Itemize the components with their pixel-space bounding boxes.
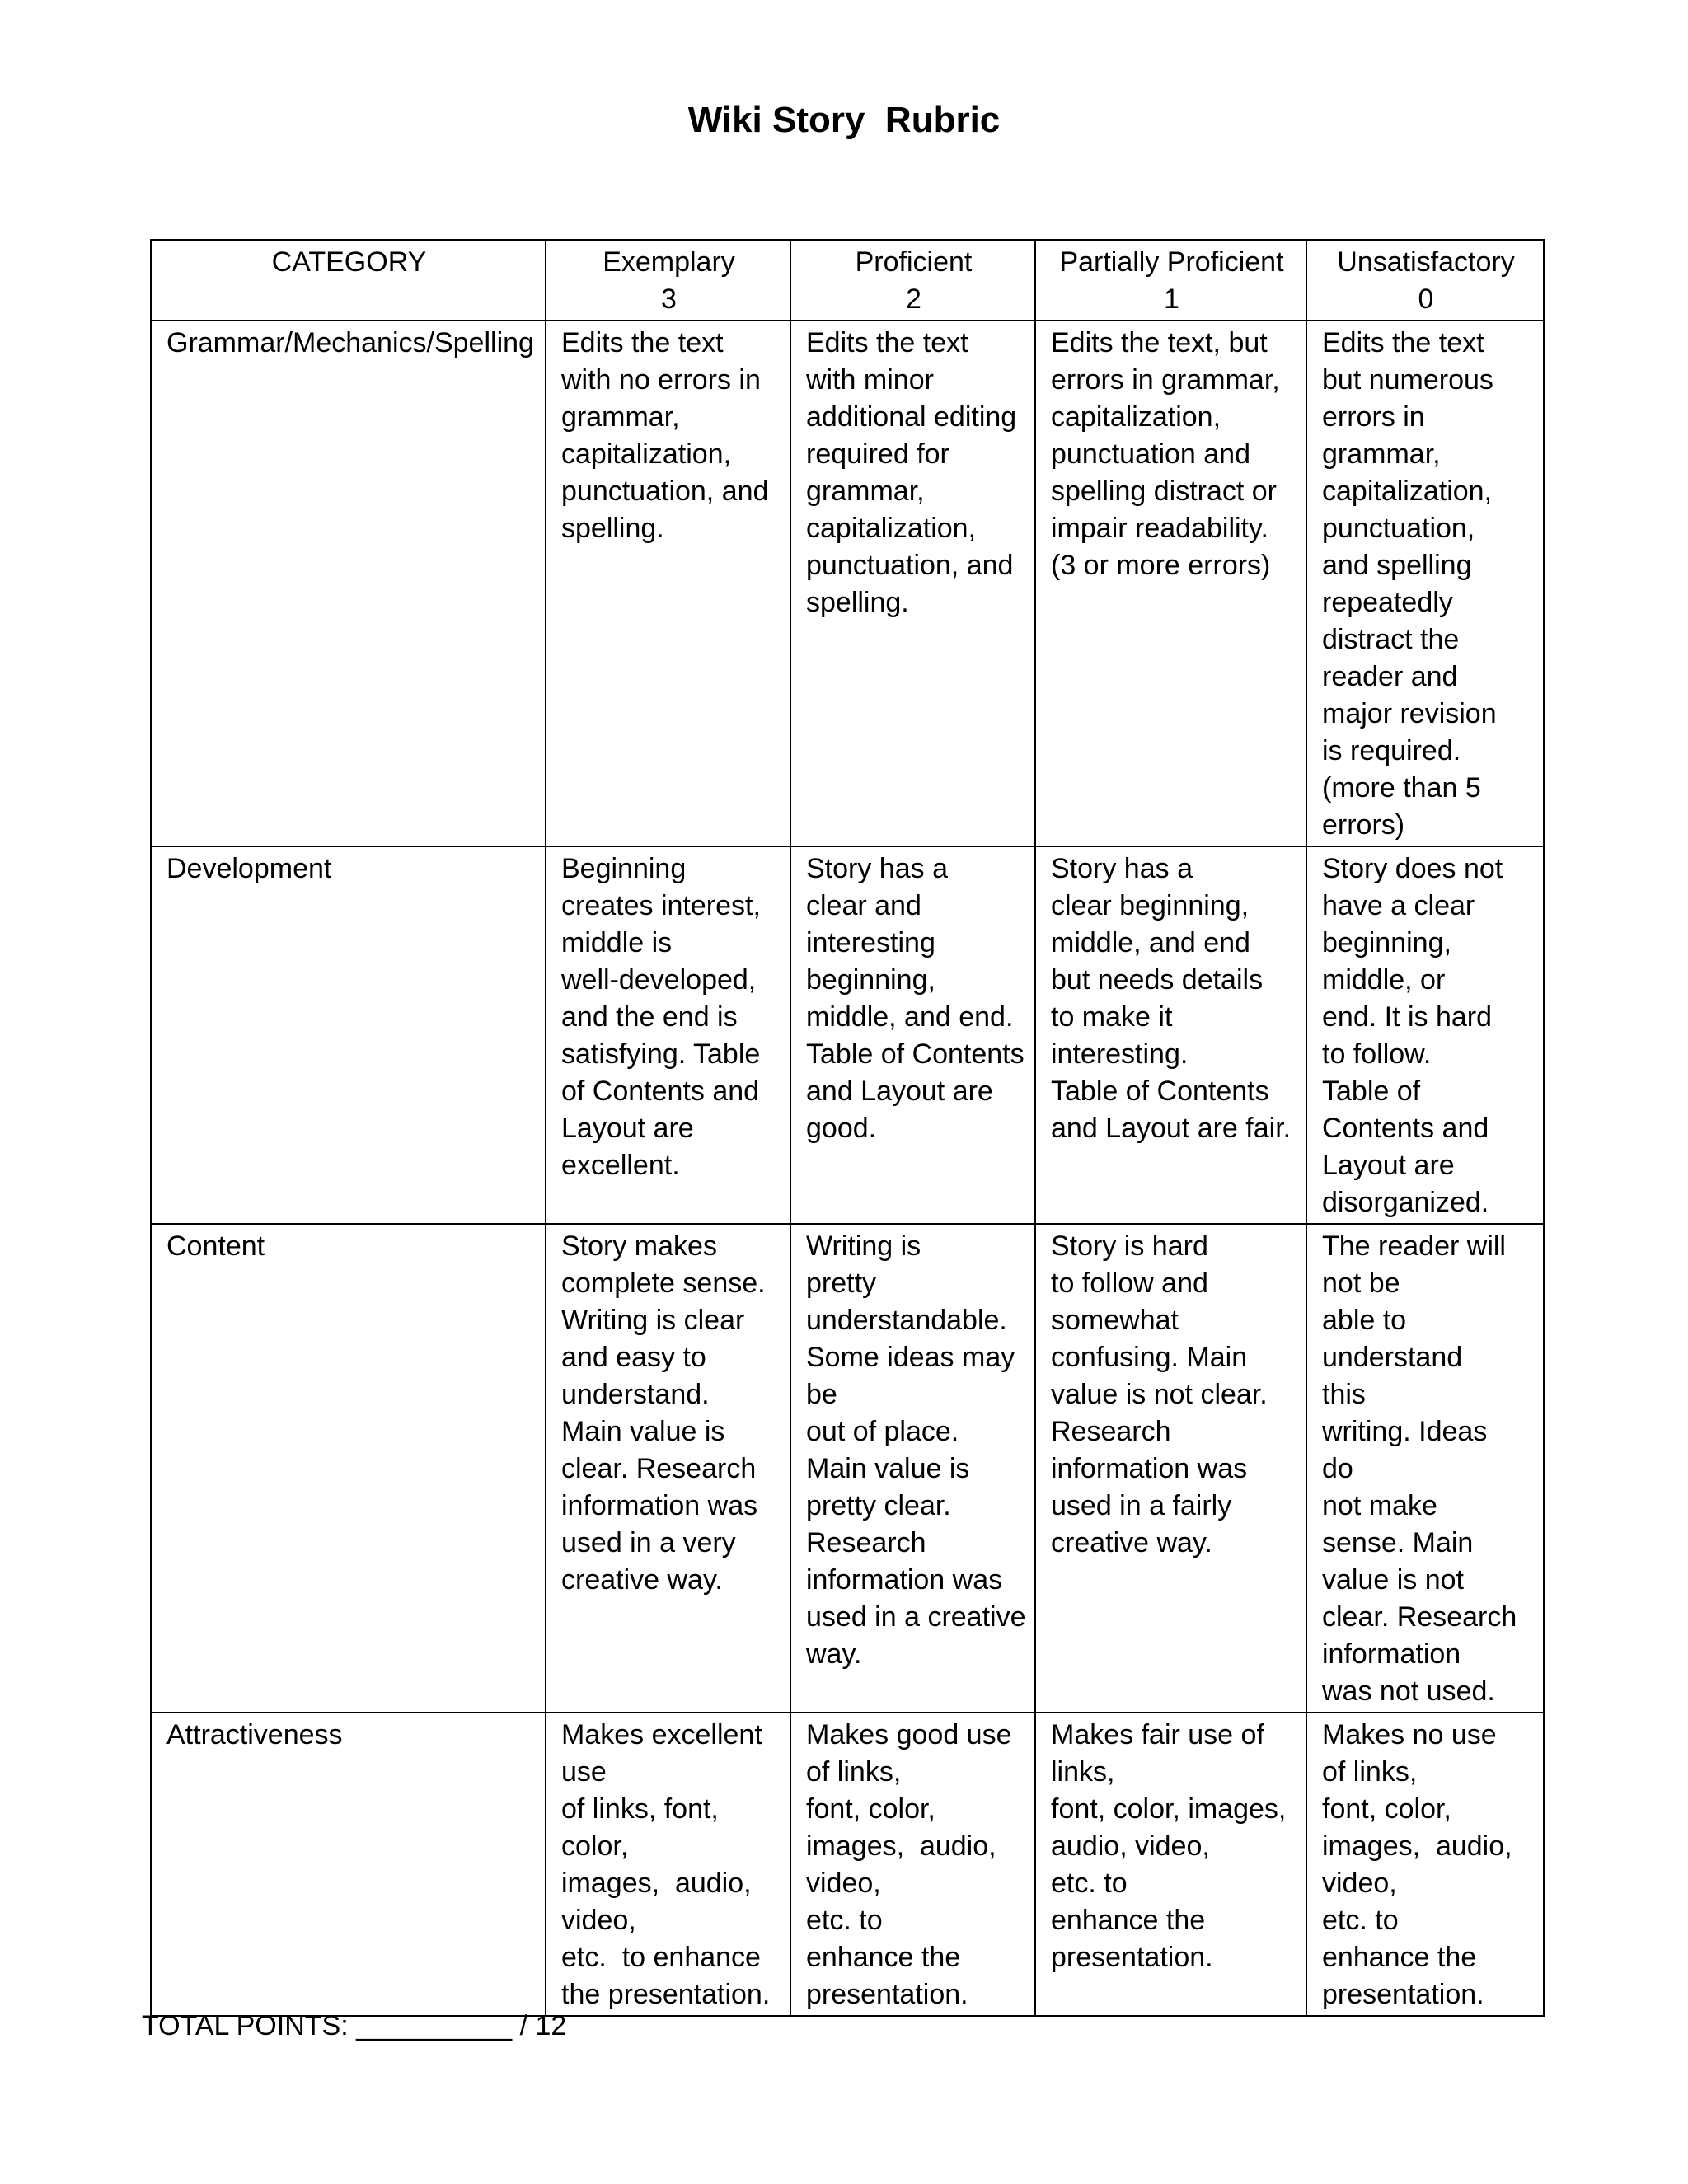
criteria-line: images, audio, <box>806 1830 996 1862</box>
criteria-line: grammar, <box>1322 438 1441 470</box>
criteria-line: writing. Ideas <box>1322 1416 1488 1447</box>
criteria-line: but needs details <box>1051 964 1264 996</box>
criteria-line: and spelling <box>1322 550 1472 581</box>
total-points: TOTAL POINTS: __________ / 12 <box>142 2010 567 2041</box>
criteria-line: The reader will <box>1322 1230 1506 1262</box>
criteria-line: Edits the text, but <box>1051 327 1268 359</box>
rubric-row <box>151 1224 1544 1713</box>
category-cell <box>151 846 546 1224</box>
criteria-line: value is not <box>1322 1564 1464 1596</box>
criteria-line: reader and <box>1322 661 1458 692</box>
criteria-line: Story has a <box>806 853 948 884</box>
criteria-line: interesting. <box>1051 1038 1189 1070</box>
criteria-line: way. <box>806 1638 862 1670</box>
criteria-line: etc. to <box>1322 1905 1399 1936</box>
criteria-line: video, <box>1322 1868 1397 1899</box>
header-points: 1 <box>1164 284 1179 315</box>
header-label: Partially Proficient <box>1059 246 1284 278</box>
criteria-line: Table of Contents <box>1051 1076 1269 1107</box>
header-unsatisfactory <box>1306 240 1544 321</box>
criteria-line: required for <box>806 438 950 470</box>
criteria-line: Edits the text <box>561 327 724 359</box>
rubric-table <box>150 239 1545 2017</box>
criteria-line: with no errors in <box>561 364 761 396</box>
criteria-line: to follow. <box>1322 1038 1432 1070</box>
criteria-line: not be <box>1322 1268 1400 1299</box>
criteria-line: Edits the text <box>1322 327 1484 359</box>
criteria-line: presentation. <box>1051 1942 1213 1973</box>
criteria-line: interesting <box>806 927 935 958</box>
criteria-line: Some ideas may <box>806 1342 1015 1373</box>
header-points: 0 <box>1418 284 1434 315</box>
criteria-line: information <box>1322 1638 1461 1670</box>
rubric-row <box>151 1713 1544 2016</box>
criteria-line: additional editing <box>806 401 1017 433</box>
criteria-line: audio, video, <box>1051 1830 1210 1862</box>
criteria-line: sense. Main <box>1322 1527 1474 1558</box>
criteria-line: understand. <box>561 1379 710 1410</box>
criteria-cell-partially-proficient <box>1035 1713 1306 2016</box>
criteria-line: Research <box>806 1527 926 1558</box>
criteria-line: to make it <box>1051 1001 1173 1033</box>
criteria-line: spelling distract or <box>1051 476 1278 507</box>
criteria-line: color, <box>561 1830 629 1862</box>
criteria-line: links, <box>1051 1756 1115 1788</box>
criteria-line: Writing is <box>806 1230 921 1262</box>
criteria-line: excellent. <box>561 1150 680 1181</box>
criteria-line: impair readability. <box>1051 513 1268 544</box>
criteria-line: the presentation. <box>561 1979 771 2010</box>
criteria-line: have a clear <box>1322 890 1475 921</box>
criteria-line: clear and <box>806 890 921 921</box>
criteria-line: font, color, <box>1322 1793 1451 1825</box>
category-cell <box>151 321 546 846</box>
criteria-line: with minor <box>806 364 934 396</box>
criteria-line: information was <box>561 1490 758 1521</box>
criteria-line: value is not clear. <box>1051 1379 1268 1410</box>
criteria-line: understand <box>1322 1342 1463 1373</box>
criteria-cell-unsatisfactory <box>1306 846 1544 1224</box>
criteria-line: spelling. <box>806 587 909 618</box>
header-partially-proficient <box>1035 240 1306 321</box>
criteria-line: is required. <box>1322 735 1461 766</box>
criteria-line: Table of Contents <box>806 1038 1025 1070</box>
criteria-cell-partially-proficient <box>1035 321 1306 846</box>
criteria-line: enhance the <box>1322 1942 1477 1973</box>
criteria-line: punctuation and <box>1051 438 1250 470</box>
criteria-line: font, color, images, <box>1051 1793 1287 1825</box>
criteria-line: Main value is <box>561 1416 725 1447</box>
criteria-cell-proficient <box>790 1713 1035 2016</box>
criteria-line: Research <box>1051 1416 1171 1447</box>
rubric-body <box>151 321 1544 2016</box>
criteria-line: middle, and end <box>1051 927 1250 958</box>
criteria-line: information was <box>806 1564 1003 1596</box>
criteria-line: creative way. <box>561 1564 723 1596</box>
criteria-line: presentation. <box>1322 1979 1484 2010</box>
criteria-line: Table of <box>1322 1076 1421 1107</box>
header-row <box>151 240 1544 321</box>
criteria-line: end. It is hard <box>1322 1001 1493 1033</box>
header-points: 2 <box>906 284 921 315</box>
category-label: Development <box>166 853 332 884</box>
criteria-cell-unsatisfactory <box>1306 1224 1544 1713</box>
criteria-line: pretty clear. <box>806 1490 951 1521</box>
criteria-line: beginning, <box>806 964 935 996</box>
criteria-line: complete sense. <box>561 1268 766 1299</box>
header-points: 3 <box>661 284 677 315</box>
criteria-line: able to <box>1322 1305 1407 1336</box>
criteria-line: Story has a <box>1051 853 1193 884</box>
criteria-cell-partially-proficient <box>1035 846 1306 1224</box>
criteria-line: satisfying. Table <box>561 1038 761 1070</box>
header-label: Exemplary <box>603 246 735 278</box>
rubric-row <box>151 321 1544 846</box>
criteria-cell-partially-proficient <box>1035 1224 1306 1713</box>
criteria-line: out of place. <box>806 1416 959 1447</box>
criteria-cell-proficient <box>790 321 1035 846</box>
criteria-line: Edits the text <box>806 327 968 359</box>
criteria-line: clear. Research <box>561 1453 757 1484</box>
criteria-line: Story makes <box>561 1230 717 1262</box>
criteria-cell-exemplary <box>546 321 790 846</box>
criteria-line: major revision <box>1322 698 1497 729</box>
criteria-line: somewhat <box>1051 1305 1179 1336</box>
criteria-line: Writing is clear <box>561 1305 745 1336</box>
criteria-line: middle, and end. <box>806 1001 1014 1033</box>
criteria-line: Makes no use <box>1322 1719 1497 1750</box>
criteria-line: understandable. <box>806 1305 1007 1336</box>
criteria-line: information was <box>1051 1453 1248 1484</box>
criteria-line: etc. to <box>1051 1868 1128 1899</box>
criteria-line: of links, <box>1322 1756 1418 1788</box>
criteria-line: capitalization, <box>1051 401 1221 433</box>
category-cell <box>151 1713 546 2016</box>
criteria-line: errors in grammar, <box>1051 364 1280 396</box>
criteria-line: Contents and <box>1322 1113 1489 1144</box>
header-label: Unsatisfactory <box>1337 246 1515 278</box>
header-label: CATEGORY <box>271 246 427 278</box>
criteria-line: and Layout are <box>806 1076 993 1107</box>
criteria-line: spelling. <box>561 513 664 544</box>
criteria-line: Beginning <box>561 853 687 884</box>
header-label: Proficient <box>855 246 973 278</box>
criteria-line: confusing. Main <box>1051 1342 1248 1373</box>
criteria-line: capitalization, <box>561 438 732 470</box>
criteria-line: Main value is <box>806 1453 970 1484</box>
header-exemplary <box>546 240 790 321</box>
criteria-line: used in a very <box>561 1527 736 1558</box>
criteria-cell-exemplary <box>546 1713 790 2016</box>
criteria-line: distract the <box>1322 624 1460 655</box>
rubric-row <box>151 846 1544 1224</box>
criteria-line: punctuation, <box>1322 513 1475 544</box>
criteria-line: be <box>806 1379 837 1410</box>
criteria-line: and Layout are fair. <box>1051 1113 1292 1144</box>
criteria-line: of links, <box>806 1756 902 1788</box>
criteria-line: Makes excellent <box>561 1719 762 1750</box>
criteria-cell-exemplary <box>546 1224 790 1713</box>
criteria-line: images, audio, <box>561 1868 752 1899</box>
criteria-line: presentation. <box>806 1979 968 2010</box>
criteria-line: good. <box>806 1113 877 1144</box>
criteria-line: Layout are <box>1322 1150 1455 1181</box>
criteria-line: and easy to <box>561 1342 706 1373</box>
criteria-line: not make <box>1322 1490 1437 1521</box>
criteria-line: font, color, <box>806 1793 935 1825</box>
criteria-line: punctuation, and <box>806 550 1014 581</box>
criteria-line: errors in <box>1322 401 1425 433</box>
criteria-cell-proficient <box>790 1224 1035 1713</box>
criteria-line: images, audio, <box>1322 1830 1512 1862</box>
criteria-line: punctuation, and <box>561 476 769 507</box>
criteria-line: clear beginning, <box>1051 890 1250 921</box>
criteria-cell-unsatisfactory <box>1306 1713 1544 2016</box>
criteria-line: was not used. <box>1322 1675 1495 1707</box>
criteria-cell-exemplary <box>546 846 790 1224</box>
criteria-line: to follow and <box>1051 1268 1208 1299</box>
category-label: Content <box>166 1230 265 1262</box>
header-proficient <box>790 240 1035 321</box>
criteria-line: creates interest, <box>561 890 761 921</box>
criteria-line: pretty <box>806 1268 877 1299</box>
header-category <box>151 240 546 321</box>
criteria-line: well-developed, <box>561 964 757 996</box>
criteria-line: Makes fair use of <box>1051 1719 1264 1750</box>
category-cell <box>151 1224 546 1713</box>
category-label: Attractiveness <box>166 1719 343 1750</box>
criteria-line: (more than 5 <box>1322 772 1481 804</box>
criteria-line: grammar, <box>561 401 680 433</box>
criteria-line: disorganized. <box>1322 1187 1489 1218</box>
criteria-line: capitalization, <box>1322 476 1493 507</box>
criteria-line: video, <box>806 1868 881 1899</box>
criteria-line: Layout are <box>561 1113 694 1144</box>
criteria-line: repeatedly <box>1322 587 1453 618</box>
criteria-line: errors) <box>1322 809 1405 841</box>
category-label: Grammar/Mechanics/Spelling <box>166 327 534 359</box>
criteria-line: this <box>1322 1379 1366 1410</box>
criteria-line: etc. to enhance <box>561 1942 761 1973</box>
criteria-line: Makes good use <box>806 1719 1012 1750</box>
criteria-line: of Contents and <box>561 1076 760 1107</box>
criteria-cell-proficient <box>790 846 1035 1224</box>
criteria-cell-unsatisfactory <box>1306 321 1544 846</box>
criteria-line: and the end is <box>561 1001 738 1033</box>
criteria-line: enhance the <box>806 1942 961 1973</box>
criteria-line: grammar, <box>806 476 925 507</box>
criteria-line: middle is <box>561 927 673 958</box>
criteria-line: of links, font, <box>561 1793 719 1825</box>
criteria-line: use <box>561 1756 607 1788</box>
criteria-line: creative way. <box>1051 1527 1212 1558</box>
criteria-line: (3 or more errors) <box>1051 550 1271 581</box>
criteria-line: enhance the <box>1051 1905 1206 1936</box>
criteria-line: used in a fairly <box>1051 1490 1232 1521</box>
page-title: Wiki Story Rubric <box>687 100 1001 140</box>
criteria-line: middle, or <box>1322 964 1446 996</box>
criteria-line: beginning, <box>1322 927 1451 958</box>
criteria-line: Story is hard <box>1051 1230 1208 1262</box>
criteria-line: Story does not <box>1322 853 1503 884</box>
criteria-line: capitalization, <box>806 513 977 544</box>
criteria-line: video, <box>561 1905 636 1936</box>
criteria-line: do <box>1322 1453 1353 1484</box>
criteria-line: clear. Research <box>1322 1601 1517 1633</box>
criteria-line: etc. to <box>806 1905 883 1936</box>
criteria-line: but numerous <box>1322 364 1493 396</box>
criteria-line: used in a creative <box>806 1601 1026 1633</box>
